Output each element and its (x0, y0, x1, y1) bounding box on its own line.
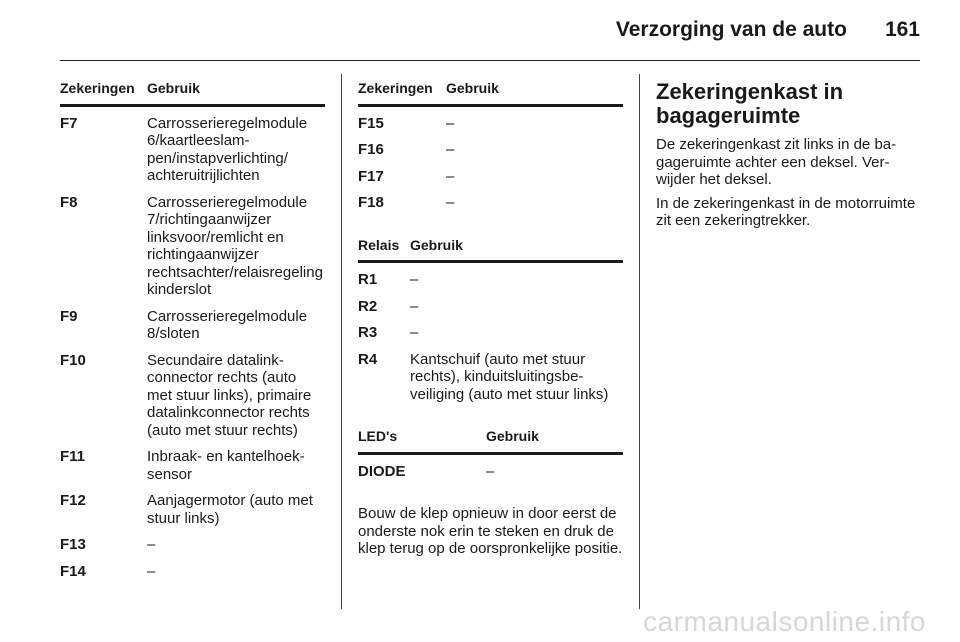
table-row (358, 324, 623, 351)
relais-code: R3 (358, 324, 378, 341)
table-row (358, 141, 623, 168)
column-divider-right (639, 74, 640, 609)
fuse-code: F10 (60, 351, 86, 369)
led-table (358, 428, 623, 489)
fuse-code: F7 (60, 114, 78, 132)
table-header-row (60, 80, 325, 105)
column-divider-left (341, 74, 342, 609)
table-row (358, 453, 623, 489)
fuse-code: F12 (60, 492, 86, 509)
led-code: DIODE (358, 462, 406, 480)
fuse-usage: Carrosserieregelmodule 7/richtingaanwijzer linksvoor/remlicht en richtingaanwijzer rechtsachter/relaisregeling kinderslot (147, 193, 323, 298)
section-paragraph: In de zekeringenkast in de motorruimte zit een zekeringtrekker. (656, 194, 916, 229)
fuse-usage: Carrosserieregelmodule 8/sloten (147, 307, 308, 342)
led-usage: – (486, 462, 495, 480)
table-row (60, 352, 325, 449)
fuse-code: F8 (60, 193, 78, 211)
fuse-table-2 (358, 80, 623, 221)
table-row (358, 194, 623, 221)
table-row (358, 262, 623, 298)
fuse-usage: – (446, 114, 455, 132)
fuse-code: F18 (358, 194, 384, 211)
page-title: Verzorging van de auto (615, 18, 847, 41)
table-row (358, 351, 623, 413)
header-zekeringen: Zekeringen (60, 80, 147, 105)
watermark: carmanualsonline.info (643, 606, 926, 637)
table-row (60, 105, 325, 194)
fuse-table-1 (60, 80, 325, 589)
fuse-code: F13 (60, 536, 86, 553)
fuse-code: F15 (358, 114, 384, 132)
relais-code: R4 (358, 350, 378, 368)
relais-table (358, 237, 623, 413)
relais-usage: – (410, 297, 419, 315)
fuse-usage: Carrosserieregelmodule 6/kaartleeslampen/instapverlichting/ achteruitrijlichten (147, 114, 308, 184)
table-header-row (358, 237, 623, 262)
column-right (656, 80, 921, 236)
relais-usage: – (410, 271, 419, 288)
column-middle (358, 80, 623, 558)
table-row (358, 298, 623, 325)
fuse-usage: Inbraak- en kantelhoeksensor (147, 448, 305, 483)
fuse-code: F9 (60, 307, 78, 325)
table-row (60, 563, 325, 590)
table-row (60, 308, 325, 352)
table-header-row (358, 428, 623, 453)
header-leds: LED's (358, 428, 486, 453)
fuse-usage: Secundaire datalinkconnector rechts (auto met stuur links), primaire datalinkconnector rechts (auto met stuur rechts) (147, 351, 312, 439)
relais-code: R1 (358, 271, 378, 288)
table-row (358, 168, 623, 195)
header-gebruik: Gebruik (410, 237, 623, 262)
fuse-usage: – (147, 562, 156, 580)
page-header (616, 18, 920, 48)
fuse-usage: – (147, 536, 156, 553)
section-heading: Zekeringenkast in bagageruimte (656, 79, 844, 128)
header-gebruik: Gebruik (486, 428, 623, 453)
fuse-code: F14 (60, 562, 86, 580)
relais-code: R2 (358, 297, 378, 315)
relais-usage: Kantschuif (auto met stuur rechts), kinduitsluitingsbeveiliging (auto met stuur links) (410, 350, 609, 403)
table-header-row (358, 80, 623, 105)
fuse-usage: – (446, 141, 455, 158)
fuse-code: F11 (60, 448, 86, 465)
table-row (60, 194, 325, 308)
fuse-usage: – (446, 167, 455, 185)
header-gebruik: Gebruik (446, 80, 623, 105)
column-left (60, 80, 325, 589)
table-row (60, 492, 325, 536)
fuse-code: F17 (358, 167, 384, 185)
table-row (60, 448, 325, 492)
page-number: 161 (884, 18, 920, 41)
header-rule (60, 60, 920, 61)
header-zekeringen: Zekeringen (358, 80, 446, 105)
header-gebruik: Gebruik (147, 80, 325, 105)
table-row (358, 105, 623, 141)
section-paragraph: De zekeringenkast zit links in de bagageruimte achter een deksel. Verwijder het deksel. (656, 136, 897, 188)
fuse-usage: – (446, 194, 455, 211)
header-relais: Relais (358, 237, 410, 262)
instruction-text: Bouw de klep opnieuw in door eerst de onderste nok erin te steken en druk de klep terug op de oorspronkelijke positie. (358, 505, 623, 557)
relais-usage: – (410, 324, 419, 341)
table-row (60, 536, 325, 563)
fuse-code: F16 (358, 141, 384, 158)
fuse-usage: Aanjagermotor (auto met stuur links) (147, 492, 313, 527)
